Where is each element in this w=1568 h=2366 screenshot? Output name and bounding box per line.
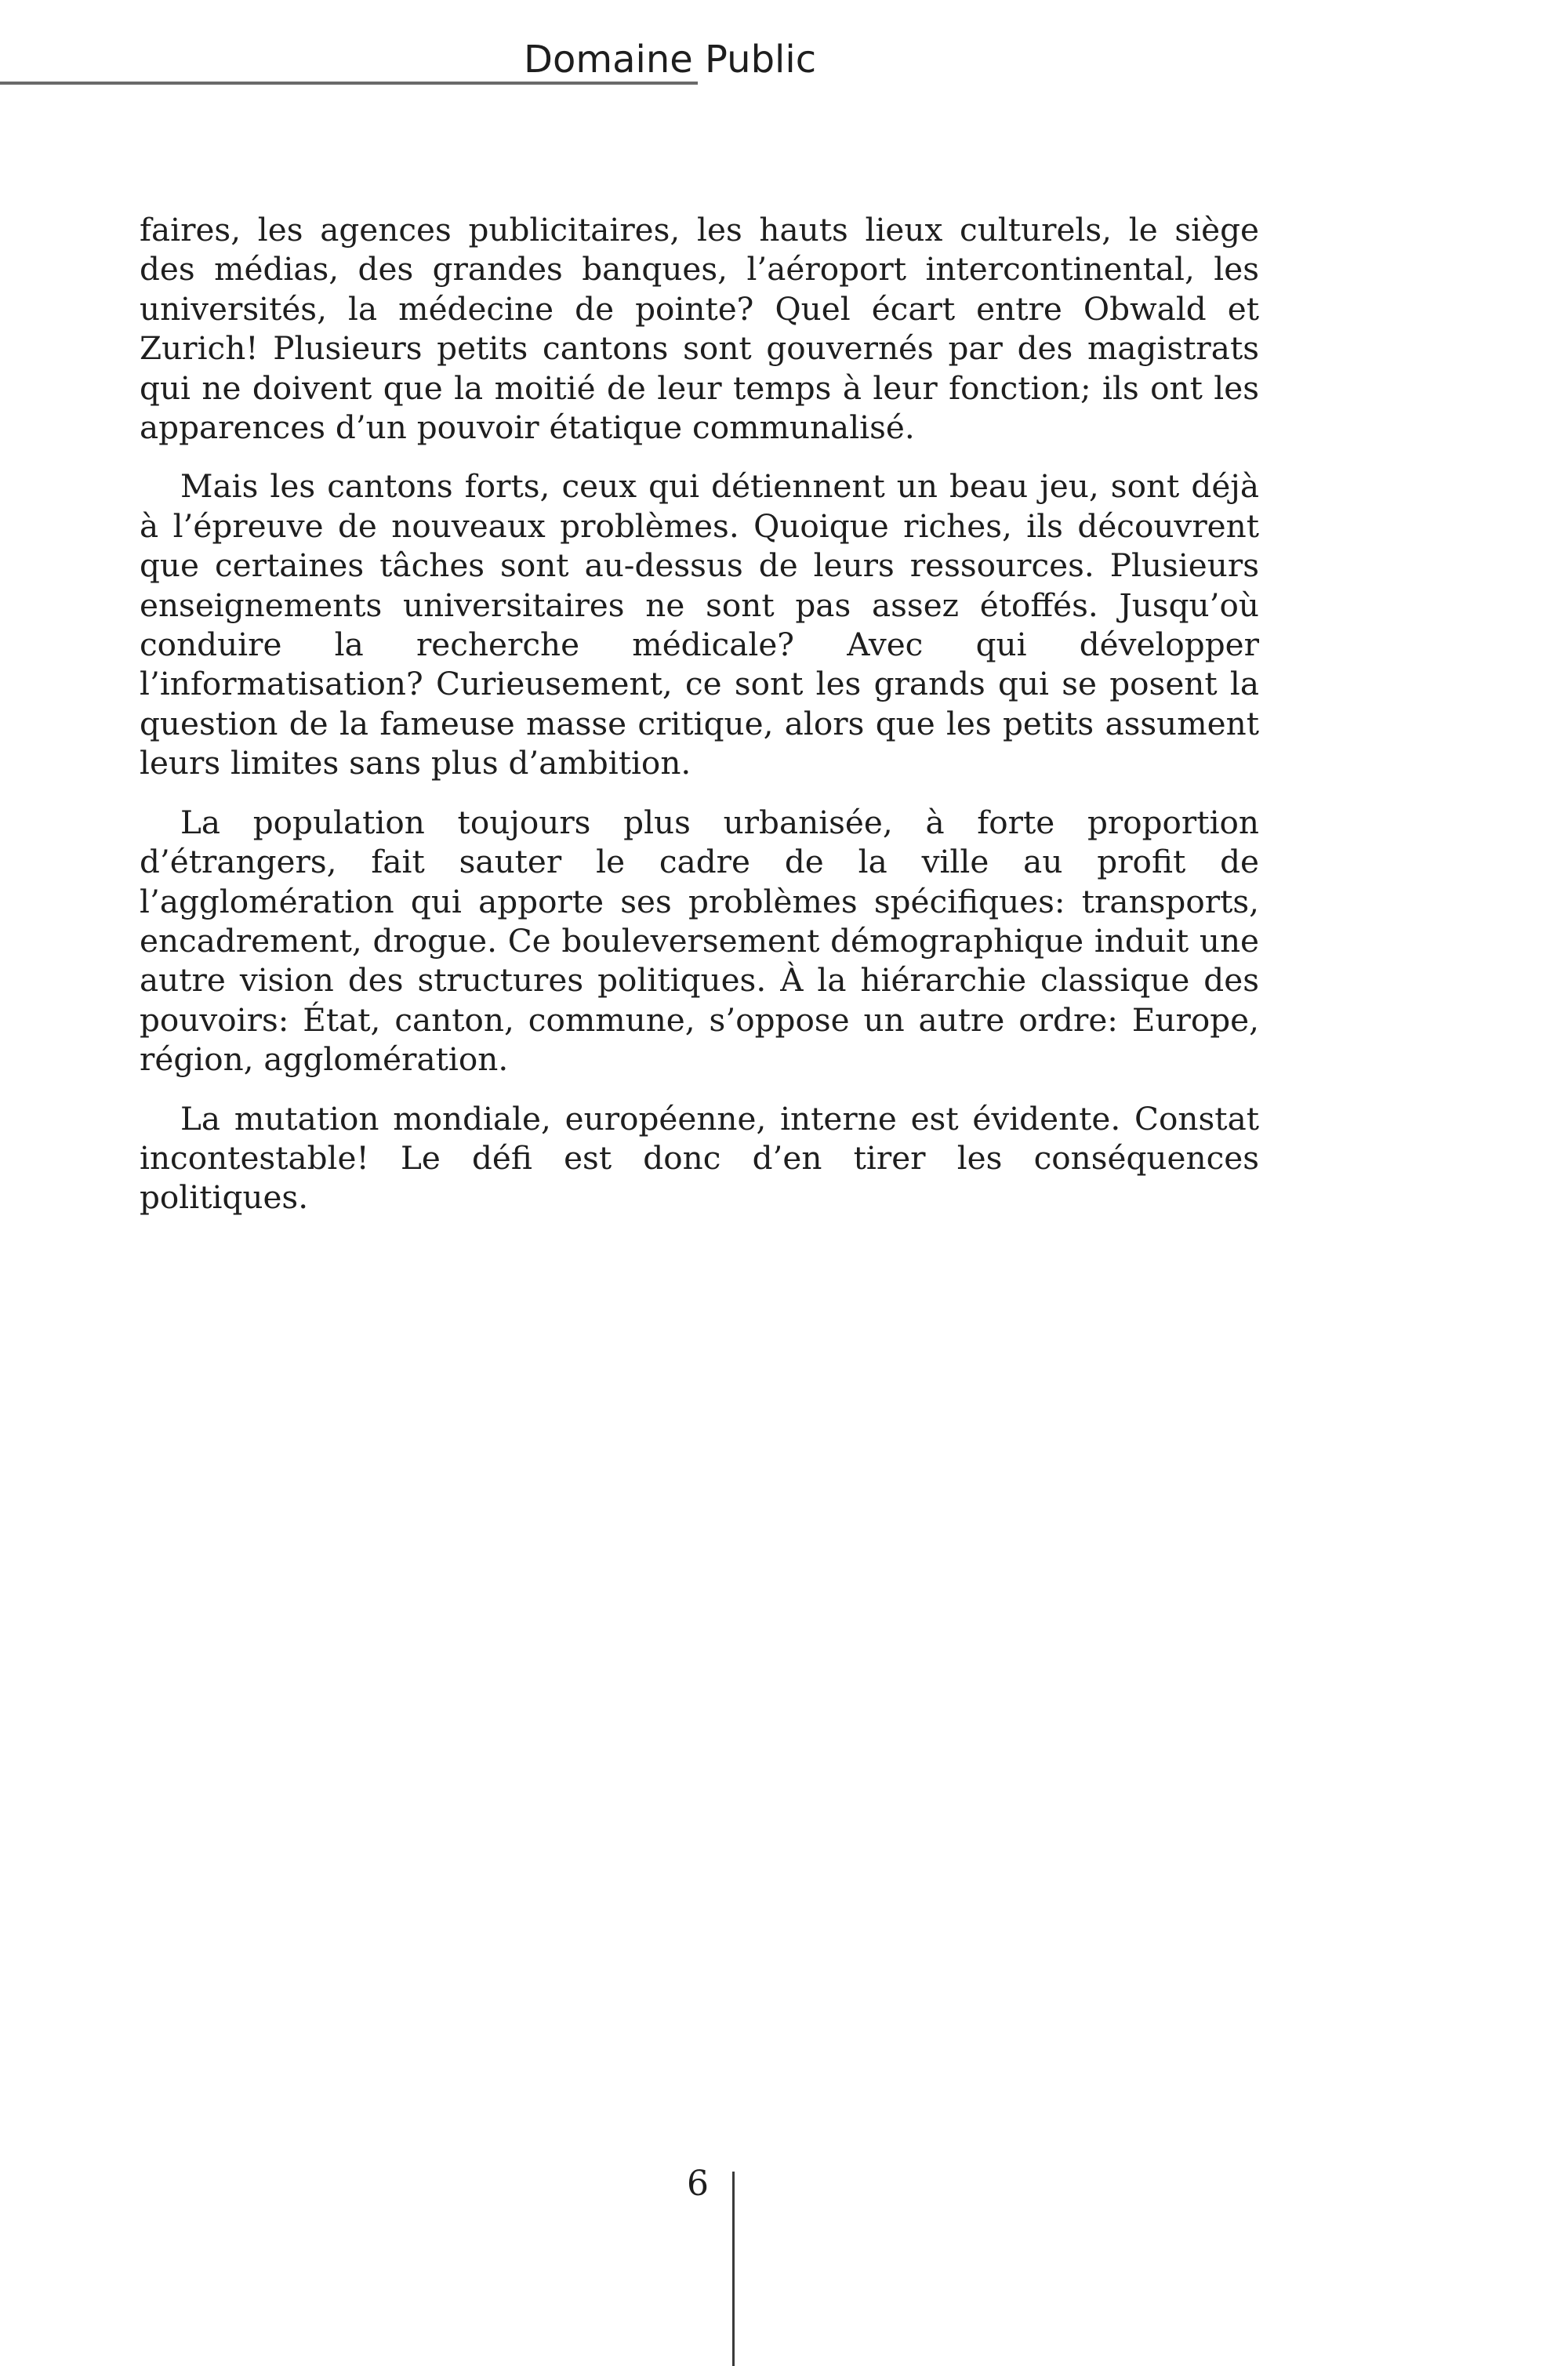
running-title: Domaine Public bbox=[524, 38, 817, 82]
page-number-rule bbox=[732, 2172, 735, 2366]
paragraph-3: La population toujours plus urbanisée, à forte proportion d’étrangers, fait sauter le cadre de la ville au profit de l’agglomération qui apporte ses problèmes spécifiques: transports, encadrement, drogue. Ce bouleversement démographique induit une autre vision des structures politiques. À la hiérarchie classique des pouvoirs: État, canton, commune, s’oppose un autre ordre: Europe, région, agglomération. bbox=[140, 803, 1259, 1079]
paragraph-1: faires, les agences publicitaires, les hauts lieux culturels, le siège des médias, des grandes banques, l’aéroport intercontinental, les universités, la médecine de pointe? Quel écart entre Obwald et Zurich! Plusieurs petits cantons sont gouvernés par des magistrats qui ne doivent que la moitié de leur temps à leur fonction; ils ont les apparences d’un pouvoir étatique communalisé. bbox=[140, 211, 1259, 447]
paragraph-2: Mais les cantons forts, ceux qui détiennent un beau jeu, sont déjà à l’épreuve de nouveaux problèmes. Quoique riches, ils découvrent que certaines tâches sont au-dessus de leurs ressources. Plusieurs enseignements universitaires ne sont pas assez étoffés. Jusqu’où conduire la recherche médicale? Avec qui développer l’informatisation? Curieusement, ce sont les grands qui se posent la question de la fameuse masse critique, alors que les petits assument leurs limites sans plus d’ambition. bbox=[140, 467, 1259, 782]
body-text bbox=[140, 210, 1259, 1237]
page-number: 6 bbox=[687, 2164, 709, 2204]
paragraph-4: La mutation mondiale, européenne, interne est évidente. Constat incontestable! Le défi est donc d’en tirer les conséquences politiques. bbox=[140, 1099, 1259, 1217]
